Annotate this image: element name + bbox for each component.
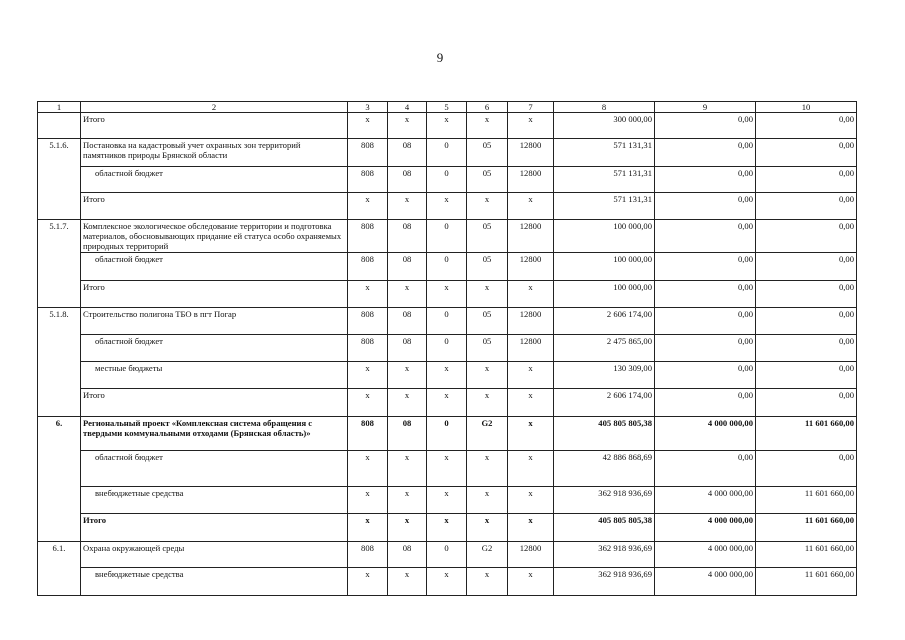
column-header: 8 <box>554 102 655 113</box>
table-row <box>38 487 857 514</box>
cell-c6: x <box>467 487 508 514</box>
cell-c4: 08 <box>388 417 427 451</box>
column-header: 3 <box>348 102 388 113</box>
row-number: 5.1.7. <box>38 220 81 253</box>
cell-c7: x <box>508 514 554 542</box>
cell-c3: x <box>348 568 388 596</box>
cell-c5: x <box>427 362 467 389</box>
cell-c3: 808 <box>348 253 388 281</box>
column-header: 5 <box>427 102 467 113</box>
table-row <box>38 451 857 487</box>
cell-c3: 808 <box>348 167 388 193</box>
cell-c9: 0,00 <box>655 167 756 193</box>
cell-c8: 2 606 174,00 <box>554 308 655 335</box>
cell-c9: 0,00 <box>655 308 756 335</box>
cell-c7: x <box>508 451 554 487</box>
row-number <box>38 335 81 362</box>
cell-c9: 4 000 000,00 <box>655 417 756 451</box>
cell-c5: 0 <box>427 139 467 167</box>
cell-c8: 130 309,00 <box>554 362 655 389</box>
cell-c4: x <box>388 193 427 220</box>
cell-c9: 4 000 000,00 <box>655 568 756 596</box>
row-number <box>38 193 81 220</box>
cell-c3: x <box>348 113 388 139</box>
column-header: 1 <box>38 102 81 113</box>
cell-c10: 0,00 <box>756 281 857 308</box>
cell-c4: x <box>388 389 427 417</box>
cell-c3: x <box>348 193 388 220</box>
cell-c6: 05 <box>467 220 508 253</box>
cell-c4: 08 <box>388 253 427 281</box>
cell-c8: 100 000,00 <box>554 281 655 308</box>
cell-c8: 571 131,31 <box>554 139 655 167</box>
cell-c7: 12800 <box>508 335 554 362</box>
cell-c3: x <box>348 281 388 308</box>
row-number: 5.1.6. <box>38 139 81 167</box>
row-name: областной бюджет <box>81 451 348 487</box>
cell-c5: 0 <box>427 335 467 362</box>
row-name: Комплексное экологическое обследование территории и подготовка материалов, обосновывающих придание ей статуса особо охраняемых природных территорий <box>81 220 348 253</box>
cell-c4: 08 <box>388 308 427 335</box>
row-number <box>38 487 81 514</box>
row-number <box>38 362 81 389</box>
cell-c10: 0,00 <box>756 335 857 362</box>
cell-c9: 0,00 <box>655 193 756 220</box>
row-number <box>38 568 81 596</box>
cell-c3: x <box>348 487 388 514</box>
cell-c3: x <box>348 362 388 389</box>
cell-c8: 362 918 936,69 <box>554 568 655 596</box>
cell-c9: 0,00 <box>655 139 756 167</box>
cell-c6: x <box>467 514 508 542</box>
row-name: областной бюджет <box>81 335 348 362</box>
table-row <box>38 281 857 308</box>
cell-c9: 0,00 <box>655 113 756 139</box>
cell-c6: x <box>467 389 508 417</box>
cell-c8: 362 918 936,69 <box>554 542 655 568</box>
cell-c3: 808 <box>348 308 388 335</box>
table-row <box>38 389 857 417</box>
cell-c4: x <box>388 487 427 514</box>
cell-c3: 808 <box>348 220 388 253</box>
cell-c4: 08 <box>388 542 427 568</box>
table-row <box>38 193 857 220</box>
row-number <box>38 389 81 417</box>
row-number: 5.1.8. <box>38 308 81 335</box>
cell-c6: 05 <box>467 167 508 193</box>
row-name: Охрана окружающей среды <box>81 542 348 568</box>
cell-c7: 12800 <box>508 167 554 193</box>
cell-c6: G2 <box>467 417 508 451</box>
table-row <box>38 139 857 167</box>
cell-c7: x <box>508 389 554 417</box>
cell-c6: 05 <box>467 253 508 281</box>
cell-c3: 808 <box>348 542 388 568</box>
cell-c8: 2 475 865,00 <box>554 335 655 362</box>
cell-c10: 0,00 <box>756 220 857 253</box>
cell-c7: x <box>508 568 554 596</box>
cell-c3: x <box>348 514 388 542</box>
cell-c6: x <box>467 113 508 139</box>
cell-c8: 2 606 174,00 <box>554 389 655 417</box>
cell-c7: x <box>508 193 554 220</box>
cell-c3: 808 <box>348 139 388 167</box>
cell-c5: 0 <box>427 542 467 568</box>
cell-c7: x <box>508 487 554 514</box>
row-name: Итого <box>81 514 348 542</box>
table-row <box>38 220 857 253</box>
cell-c6: 05 <box>467 335 508 362</box>
cell-c3: x <box>348 389 388 417</box>
cell-c10: 0,00 <box>756 362 857 389</box>
budget-table <box>37 101 857 596</box>
cell-c4: x <box>388 113 427 139</box>
row-name: местные бюджеты <box>81 362 348 389</box>
cell-c4: x <box>388 568 427 596</box>
cell-c9: 4 000 000,00 <box>655 514 756 542</box>
cell-c10: 0,00 <box>756 389 857 417</box>
cell-c5: 0 <box>427 167 467 193</box>
row-number <box>38 167 81 193</box>
cell-c5: x <box>427 389 467 417</box>
table-row <box>38 335 857 362</box>
cell-c4: 08 <box>388 167 427 193</box>
table-row <box>38 362 857 389</box>
cell-c10: 11 601 660,00 <box>756 417 857 451</box>
cell-c6: x <box>467 451 508 487</box>
cell-c5: x <box>427 514 467 542</box>
column-header: 4 <box>388 102 427 113</box>
cell-c9: 4 000 000,00 <box>655 542 756 568</box>
cell-c10: 0,00 <box>756 167 857 193</box>
cell-c10: 11 601 660,00 <box>756 542 857 568</box>
column-header: 6 <box>467 102 508 113</box>
cell-c3: 808 <box>348 335 388 362</box>
row-name: областной бюджет <box>81 253 348 281</box>
cell-c7: 12800 <box>508 253 554 281</box>
row-name: областной бюджет <box>81 167 348 193</box>
cell-c9: 0,00 <box>655 220 756 253</box>
cell-c9: 0,00 <box>655 281 756 308</box>
table-row <box>38 514 857 542</box>
cell-c3: 808 <box>348 417 388 451</box>
row-name: Итого <box>81 281 348 308</box>
cell-c3: x <box>348 451 388 487</box>
cell-c7: x <box>508 281 554 308</box>
column-header: 10 <box>756 102 857 113</box>
cell-c6: x <box>467 362 508 389</box>
cell-c4: 08 <box>388 139 427 167</box>
cell-c10: 0,00 <box>756 139 857 167</box>
cell-c7: x <box>508 113 554 139</box>
cell-c8: 300 000,00 <box>554 113 655 139</box>
cell-c6: x <box>467 568 508 596</box>
cell-c7: 12800 <box>508 139 554 167</box>
cell-c10: 11 601 660,00 <box>756 568 857 596</box>
row-name: Итого <box>81 193 348 220</box>
cell-c8: 362 918 936,69 <box>554 487 655 514</box>
table-row <box>38 113 857 139</box>
cell-c10: 11 601 660,00 <box>756 487 857 514</box>
cell-c4: x <box>388 514 427 542</box>
cell-c8: 405 805 805,38 <box>554 514 655 542</box>
cell-c7: x <box>508 362 554 389</box>
row-number <box>38 253 81 281</box>
row-number: 6. <box>38 417 81 451</box>
row-name: Итого <box>81 389 348 417</box>
cell-c5: x <box>427 113 467 139</box>
row-name: Региональный проект «Комплексная система обращения с твердыми коммунальными отходами (Брянская область)» <box>81 417 348 451</box>
cell-c8: 571 131,31 <box>554 193 655 220</box>
cell-c7: 12800 <box>508 308 554 335</box>
cell-c6: 05 <box>467 308 508 335</box>
cell-c4: 08 <box>388 335 427 362</box>
cell-c9: 0,00 <box>655 335 756 362</box>
cell-c5: x <box>427 451 467 487</box>
cell-c6: G2 <box>467 542 508 568</box>
cell-c5: x <box>427 568 467 596</box>
row-name: Итого <box>81 113 348 139</box>
cell-c5: 0 <box>427 417 467 451</box>
cell-c8: 42 886 868,69 <box>554 451 655 487</box>
cell-c10: 0,00 <box>756 193 857 220</box>
cell-c6: x <box>467 281 508 308</box>
column-header: 9 <box>655 102 756 113</box>
table-header-row <box>38 102 857 113</box>
cell-c4: x <box>388 362 427 389</box>
cell-c7: x <box>508 417 554 451</box>
table-row <box>38 568 857 596</box>
cell-c9: 4 000 000,00 <box>655 487 756 514</box>
cell-c6: x <box>467 193 508 220</box>
cell-c8: 571 131,31 <box>554 167 655 193</box>
column-header: 7 <box>508 102 554 113</box>
table-row <box>38 542 857 568</box>
cell-c7: 12800 <box>508 220 554 253</box>
table-row <box>38 253 857 281</box>
cell-c8: 100 000,00 <box>554 220 655 253</box>
table-row <box>38 167 857 193</box>
column-header: 2 <box>81 102 348 113</box>
cell-c10: 0,00 <box>756 451 857 487</box>
cell-c10: 0,00 <box>756 253 857 281</box>
cell-c7: 12800 <box>508 542 554 568</box>
row-name: Строительство полигона ТБО в пгт Погар <box>81 308 348 335</box>
cell-c5: x <box>427 281 467 308</box>
cell-c8: 100 000,00 <box>554 253 655 281</box>
row-name: Постановка на кадастровый учет охранных зон территорий памятников природы Брянской области <box>81 139 348 167</box>
page-number: 9 <box>436 50 444 65</box>
cell-c5: x <box>427 487 467 514</box>
cell-c9: 0,00 <box>655 451 756 487</box>
cell-c6: 05 <box>467 139 508 167</box>
cell-c9: 0,00 <box>655 253 756 281</box>
cell-c9: 0,00 <box>655 362 756 389</box>
row-number <box>38 281 81 308</box>
row-number <box>38 451 81 487</box>
cell-c5: 0 <box>427 308 467 335</box>
row-number <box>38 113 81 139</box>
cell-c9: 0,00 <box>655 389 756 417</box>
table-row <box>38 308 857 335</box>
cell-c10: 11 601 660,00 <box>756 514 857 542</box>
cell-c4: x <box>388 451 427 487</box>
cell-c10: 0,00 <box>756 113 857 139</box>
cell-c5: 0 <box>427 253 467 281</box>
row-name: внебюджетные средства <box>81 568 348 596</box>
row-number <box>38 514 81 542</box>
cell-c10: 0,00 <box>756 308 857 335</box>
cell-c8: 405 805 805,38 <box>554 417 655 451</box>
cell-c4: 08 <box>388 220 427 253</box>
row-name: внебюджетные средства <box>81 487 348 514</box>
cell-c5: x <box>427 193 467 220</box>
table-row <box>38 417 857 451</box>
row-number: 6.1. <box>38 542 81 568</box>
cell-c4: x <box>388 281 427 308</box>
cell-c5: 0 <box>427 220 467 253</box>
